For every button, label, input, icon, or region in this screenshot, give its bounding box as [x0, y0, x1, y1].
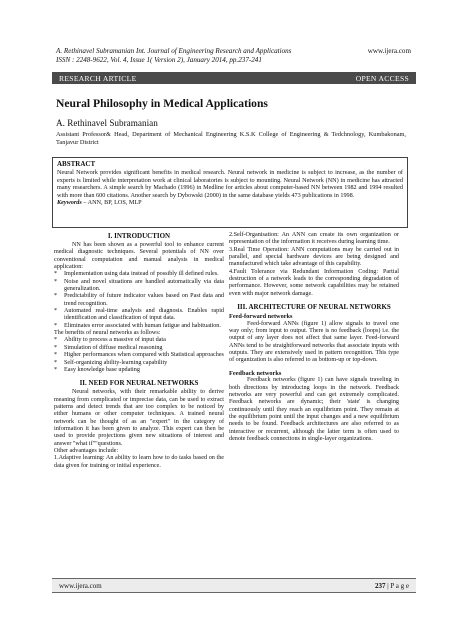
page-number: [375, 582, 409, 590]
feedforward-heading: Feed-forward networks: [229, 313, 293, 321]
list-item: * Noise and novel situations are handled automatically via data generalization.: [54, 279, 224, 294]
feedback-paragraph: Feedback networks (figure 1) can have signals traveling in both directions by introducing loops in the network. Feedback networks are very powerful and can get extremely complicated. Feedback networks are dynamic; their 'state' is changing continuously until they reach an equilibrium point. They remain at the equilibrium point until the input changes and a new equilibrium needs to be found. Feedback architectures are also referred to as interactive or recurrent, although the latter term is often used to denote feedback connections in single-layer organizations.: [229, 377, 399, 443]
article-banner: [52, 72, 416, 84]
journal-site: www.ijera.com: [367, 47, 411, 55]
page-number-value: 237: [375, 581, 386, 590]
list-item: * Ability to process a massive of input data: [54, 337, 224, 344]
feedforward-paragraph: Feed-forward ANNs (figure 1) allow signals to travel one way only; from input to output. There is no feedback (loops) i.e. the output of any layer does not affect that same layer. Feed-forward ANNs tend to be straightforward networks that associate inputs with outputs. They are extensively used in pattern recognition. This type of organization is also referred to as bottom-up or top-down.: [229, 320, 399, 364]
left-column: [54, 232, 224, 470]
feedback-heading: Feedback networks: [229, 369, 282, 377]
need-paragraph: Neural networks, with their remarkable ability to derive meaning from complicated or imprecise data, can be used to extract patterns and detect trends that are too complex to be noticed by either humans or other computer techniques. A trained neural network can be thought of as an "expert" in the category of information it has been given to analyze. This expert can then be used to provide projections given new situations of interest and answer "what if""questions.: [54, 389, 224, 447]
benefits-list: [54, 337, 224, 374]
intro-paragraph: NN has been shown as a powerful tool to enhance current medical diagnostic techniques. Several potentials of NN over conventional computation and manual analysis in medical application:: [54, 242, 224, 271]
list-item: * Predictability of future indicator values based on Past data and trend recognition.: [54, 293, 224, 308]
advantage-item-2: 2.Self-Organisation: An ANN can create its own organization or representation of the information it receives during learning time.: [229, 232, 399, 246]
benefits-intro: The benefits of neural networks as follows:: [54, 330, 161, 337]
journal-header: [56, 47, 411, 65]
page-number-label: | P a g e: [385, 581, 409, 590]
list-item: * Higher performances when compared with Statistical approaches: [54, 352, 224, 359]
list-item: * Automated real-time analysis and diagnosis. Enables rapid identification and classification of input data.: [54, 308, 224, 323]
advantage-item-4: 4.Fault Tolerance via Redundant Information Coding: Partial destruction of a network leads to the corresponding degradation of performance. However, some network capabilities may be retained even with major network damage.: [229, 268, 399, 297]
section-need-heading: II. NEED FOR NEURAL NETWORKS: [79, 379, 199, 388]
journal-citation: A. Rethinavel Subramanian Int. Journal of Engineering Research and Applications: [56, 47, 292, 55]
list-item: * Simulation of diffuse medical reasoning: [54, 345, 224, 352]
keywords-line: [57, 199, 403, 207]
section-introduction-heading: I. INTRODUCTION: [107, 232, 171, 240]
intro-bullet-list: [54, 271, 224, 330]
list-item: * Self-organizing ability-learning capability: [54, 360, 224, 367]
journal-issn: ISSN : 2248-9622, Vol. 4, Issue 1( Version 2), January 2014, pp.237-241: [56, 56, 262, 64]
abstract-box: [52, 157, 408, 228]
access-type: OPEN ACCESS: [355, 73, 409, 83]
list-item: * Implementation using data instead of possibly ill defined rules.: [54, 271, 224, 278]
page-footer: [52, 578, 416, 593]
article-type: RESEARCH ARTICLE: [59, 73, 137, 83]
list-item: * Eliminates error associated with human fatigue and habituation.: [54, 323, 224, 330]
advantage-item-3: 3.Real Time Operation: ANN computations may be carried out in parallel, and special hardware devices are being designed and manufactured which take advantage of this capability.: [229, 246, 399, 268]
abstract-label: ABSTRACT: [57, 160, 96, 168]
author-affiliation: Assistant Professor& Head, Department of Mechanical Engineering K.S.K College of Engineering & Tedchnology, Kumbakonam, Tanjavur District: [56, 131, 406, 146]
keywords-list: – ANN, BP, LOS, MLP: [81, 199, 142, 207]
advantage-item-1: 1.Adaptive learning: An ability to learn how to do tasks based on the data given for training or initial experience.: [54, 455, 224, 469]
keywords-label: Keywords: [57, 199, 82, 207]
footer-site: www.ijera.com: [59, 581, 102, 590]
paper-title: Neural Philosophy in Medical Applications: [56, 97, 268, 110]
right-column: [229, 232, 399, 443]
abstract-text: Neural Network provides significant benefits in medical research. Neural network in medicine is subject to increase, as the number of experts is limited while interpretation work at clinical laboratories is subject to mounting. Neural Network (NN) in medicine has attracted many researchers. A simple search by Machado (1996) in Medline for articles about computer-based NN between 1982 and 1994 resulted with more than 600 citations. Another search by Dybowski (2000) in the same database yields 473 publications in 1998.: [57, 169, 403, 199]
list-item: * Easy knowledge base updating: [54, 367, 224, 374]
section-architecture-heading: III. ARCHITECTURE OF NEURAL NETWORKS: [237, 303, 391, 312]
author-name: A. Rethinavel Subramanian: [56, 118, 158, 128]
advantages-intro: Other advantages include:: [54, 447, 119, 454]
